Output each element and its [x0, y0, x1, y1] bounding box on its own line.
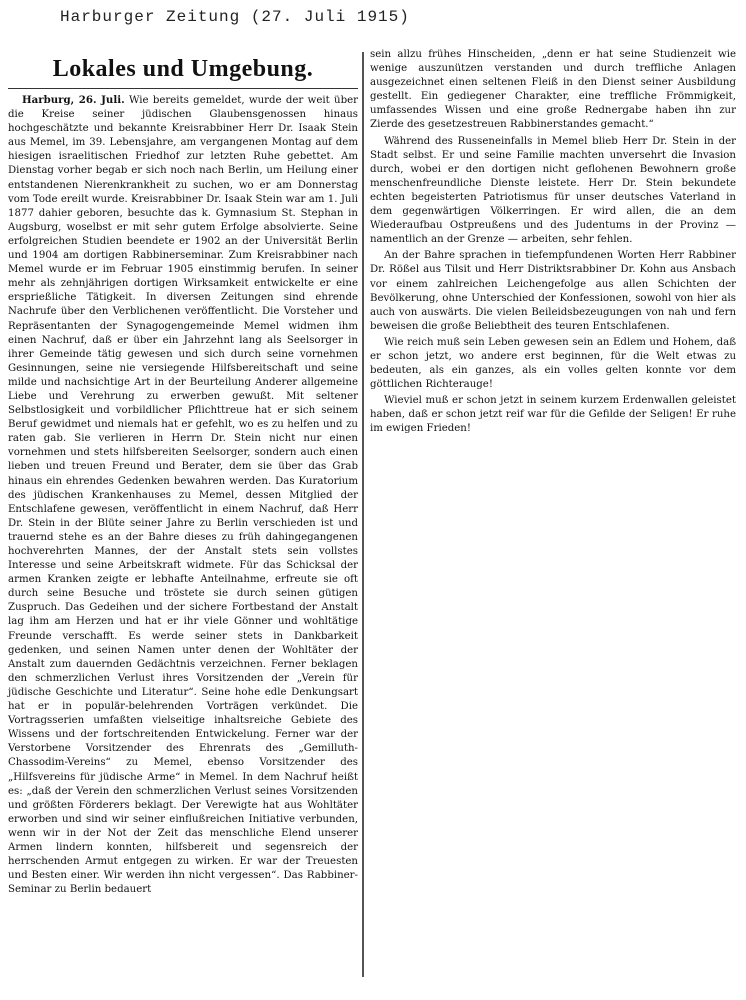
- article-paragraph: [8, 93, 358, 897]
- dateline: Harburg, 26. Juli.: [22, 94, 125, 106]
- right-column: [370, 48, 736, 437]
- title-rule: [8, 88, 358, 89]
- left-column: [8, 52, 358, 897]
- article-paragraph: An der Bahre sprachen in tiefempfundenen Worten Herr Rabbiner Dr. Rößel aus Tilsit und Herr Distriktsrabbiner Dr. Kohn aus Ansbach vor einem zahlreichen Leichengefolge aus allen Schichten der Bevölkerung, ohne Unterschied der Konfessionen, sowohl von hier als auch von auswärts. Die vielen Beileidsbezeugungen von nah und fern beweisen die große Beliebtheit des teuren Entschlafenen.: [370, 250, 736, 332]
- article-text: Wie bereits gemeldet, wurde der weit über die Kreise seiner jüdischen Glaubensgenossen hinaus hochgeschätzte und bekannte Kreisrabbiner Herr Dr. Isaak Stein aus Memel, im 39. Lebensjahre, am vergangenen Montag auf dem hiesigen israelitischen Friedhof zur letzten Ruhe gebettet. Am Dienstag vorher begab er sich noch nach Berlin, um Heilung einer entstandenen Nierenkrankheit zu suchen, wo er am Donnerstag vom Tode ereilt wurde. Kreisrabbiner Dr. Isaak Stein war am 1. Juli 1877 dahier geboren, besuchte das k. Gymnasium St. Stephan in Augsburg, woselbst er mit sehr gutem Erfolge absolvierte. Seine erfolgreichen Studien beendete er 1902 an der Universität Berlin und 1904 am dortigen Rabbinerseminar. Zum Kreisrabbiner nach Memel wurde er im Februar 1905 einstimmig berufen. In seiner mehr als zehnjährigen dortigen Wirksamkeit entwickelte er eine ersprießliche Tätigkeit. In diversen Zeitungen sind ehrende Nachrufe über den Verblichenen veröffentlicht. Die Vorsteher und Repräsentanten der Synagogengemeinde Memel widmen ihm einen Nachruf, daß er über ein Jahrzehnt lang als Seelsorger in ihrer Gemeinde tätig gewesen und sich durch seine vornehmen Gesinnungen, seine nie versiegende Hilfsbereitschaft und seine milde und nachsichtige Art in der Beurteilung Anderer allgemeine Liebe und Verehrung zu erwerben gewußt. Mit seltener Selbstlosigkeit und vorbildlicher Pflichttreue hat er sich seinem Beruf gewidmet und niemals hat er gefehlt, wo es zu helfen und zu raten gab. Sie verlieren in Herrn Dr. Stein nicht nur einen vornehmen und stets hilfsbereiten Seelsorger, sondern auch einen lieben und treuen Freund und Berater, dem sie über das Grab hinaus ein ehrendes Gedenken bewahren werden. Das Kuratorium des jüdischen Krankenhauses zu Memel, dessen Mitglied der Entschlafene gewesen, veröffentlicht in einem Nachruf, daß Herr Dr. Stein in der Blüte seiner Jahre zu Berlin verschieden ist und trauernd stehe es an der Bahre dieses zu früh dahingegangenen hochverehrten Mannes, der der Anstalt stets sein vollstes Interesse und seine Arbeitskraft widmete. Für das Schicksal der armen Kranken zeigte er lebhafte Anteilnahme, erfreute sie oft durch seine Besuche und tröstete sie durch seinen gütigen Zuspruch. Das Gedeihen und der sichere Fortbestand der Anstalt lag ihm am Herzen und hat er ihr viele Gönner und wohltätige Freunde verschafft. Es werde seiner stets in Dankbarkeit gedenken, und seinen Namen unter denen der Wohltäter der Anstalt zum dauernden Gedächtnis verzeichnen. Ferner beklagen den schmerzlichen Verlust ihres Vorsitzenden der „Verein für jüdische Geschichte und Literatur“. Seine hohe edle Denkungsart hat er in populär-belehrenden Vorträgen verkündet. Die Vortragsserien umfaßten vielseitige inhaltsreiche Gebiete des Wissens und der fortschreitenden Entwickelung. Ferner war der Verstorbene Vorsitzender des Ehrenrats des „Gemilluth-Chassodim-Vereins“ zu Memel, ebenso Vorsitzender des „Hilfsvereins für jüdische Arme“ in Memel. In dem Nachruf heißt es: „daß der Verein den schmerzlichen Verlust seines Vorsitzenden und größten Förderers beklagt. Der Verewigte hat aus Wohltäter erworben und sind wir seiner einflußreichen Initiative verbunden, wenn wir in der Not der Zeit das menschliche Elend unserer Armen lindern konnten, hilfsbereit und segensreich der herrschenden Armut entgegen zu wirken. Er war der Treuesten und Besten einer. Wir werden ihn nicht vergessen“. Das Rabbiner-Seminar zu Berlin bedauert: [8, 95, 358, 896]
- column-divider: [362, 52, 364, 977]
- article-paragraph: Wie reich muß sein Leben gewesen sein an Edlem und Hohem, daß er schon jetzt, wo andere erst beginnen, für die Welt etwas zu bedeuten, als ein ganzes, als ein volles gelten konnte vor dem göttlichen Richterauge!: [370, 336, 736, 391]
- newspaper-masthead: Harburger Zeitung (27. Juli 1915): [60, 8, 410, 26]
- section-title: Lokales und Umgebung.: [52, 56, 314, 82]
- article-paragraph: Während des Russeneinfalls in Memel blieb Herr Dr. Stein in der Stadt selbst. Er und seine Familie machten unversehrt die Invasion durch, wobei er den dortigen nicht geflohenen Bewohnern große menschenfreundliche Dienste leistete. Herr Dr. Stein bekundete echten begeisterten Patriotismus für unser deutsches Vaterland in dem gegenwärtigen Völkerringen. Er wird allen, die an dem Wiederaufbau Ostpreußens und des Judentums in der Provinz — namentlich an der Grenze — arbeiten, sehr fehlen.: [370, 135, 736, 246]
- article-paragraph: Wieviel muß er schon jetzt in seinem kurzem Erdenwallen geleistet haben, daß er schon jetzt reif war für die Gefilde der Seligen! Er ruhe im ewigen Frieden!: [370, 395, 736, 435]
- article-paragraph: sein allzu frühes Hinscheiden, „denn er hat seine Studienzeit wie wenige auszunützen verstanden und durch treffliche Anlagen ausgezeichnet einen seltenen Fleiß in den Dienst seiner Ausbildung gestellt. Ein gediegener Charakter, eine treffliche Frömmigkeit, umfassendes Wissen und eine große Rednergabe haben ihn zur Zierde des gesetzestreuen Rabbinerstandes gemacht.“: [370, 49, 736, 131]
